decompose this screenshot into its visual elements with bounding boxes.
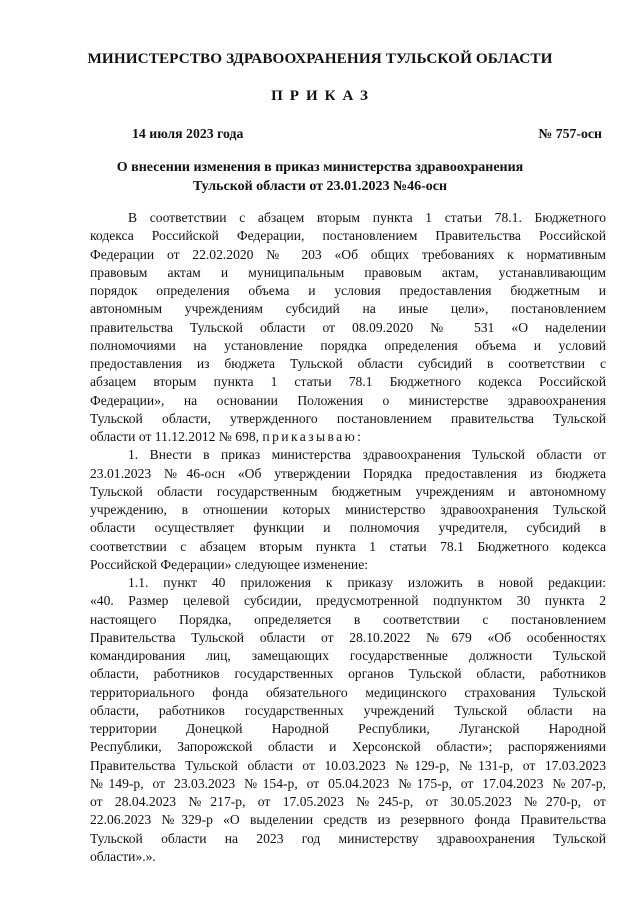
item11-line: от 28.04.2023 №217-р, от 17.05.2023 №245-р, от 30.05.2023 №270-р, от [90,794,606,809]
item11-line: №149-р, от 23.03.2023 №154-р, от 05.04.2023 №175-р, от 17.04.2023 №207-р, [90,775,606,791]
item11-line: территории Донецкой Народной Республики, Луганской Народной [90,721,606,736]
preamble-line: Тульской области, утвержденного постановлением правительства Тульской [90,410,606,426]
preamble-line: порядок определения объема и условия предоставления бюджетным и [90,283,606,298]
item1-line: учреждению, в отношении которых министерство здравоохранения Тульской [90,502,606,517]
item11-line: Правительства Тульской области от 28.10.2022 №679 «Об особенностях [90,629,606,645]
preamble-line: кодекса Российской Федерации, постановлением Правительства Российской [90,228,606,244]
item11-line: 22.06.2023 №329-р «О выделении средств из резервного фонда Правительства [90,812,606,828]
item11-line: Правительства Тульской области от 10.03.2023 №129-р, №131-р, от 17.03.2023 [90,757,606,773]
item11-line: настоящего Порядка, определяется в соответствии с постановлением [90,611,606,627]
item11-line: 1.1. пункт 40 приложения к приказу изложить в новой редакции: [128,575,606,590]
item11-line: «40. Размер целевой субсидии, предусмотренной подпунктом 30 пункта 2 [90,593,606,609]
item11-line: Тульской области на 2023 год министерству здравоохранения Тульской [90,830,606,846]
item1-line: Тульской области государственным бюджетным учреждениям и автономному [90,483,606,499]
preamble-line: автономным учреждениям субсидий на иные цели», постановлением [90,301,606,317]
order-word-suffix: : [357,429,361,444]
item11-line: области, работников государственных органов Тульской области, работников [90,666,606,682]
item1-line: соответствии с абзацем вторым пункта 1 статьи 78.1 Бюджетного кодекса [90,538,606,554]
item11-line: области».». [90,848,156,864]
preamble-line: правительства Тульской области от 08.09.2020 № 531 «О наделении [90,319,606,335]
ministry-name: МИНИСТЕРСТВО ЗДРАВООХРАНЕНИЯ ТУЛЬСКОЙ ОБЛАСТИ [87,50,553,67]
preamble-line: Федерации», на основании Положения о министерстве здравоохранения [90,392,606,408]
order-subject [0,158,640,196]
preamble-line: полномочиями на установление порядка определения объема и условий [90,337,606,353]
item11-line: области, работников государственных учреждений Тульской области на [90,702,606,718]
order-number: № 757-осн [538,126,602,141]
preamble-final-prefix: области от 11.12.2012 № 698, [90,429,263,444]
item1-line: 1. Внести в приказ министерства здравоохранения Тульской области от [128,447,606,463]
subject-line-1: О внесении изменения в приказ министерства здравоохранения [116,160,524,175]
item1-line: 23.01.2023 №46-осн «Об утверждении Порядка предоставления из бюджета [90,465,606,481]
preamble-line: В соответствии с абзацем вторым пункта 1 статьи 78.1. Бюджетного [128,210,606,225]
order-word: приказываю [262,429,358,444]
subject-line-2: Тульской области от 23.01.2023 №46-осн [192,179,448,194]
item1-line: Российской Федерации» следующее изменение: [90,556,369,572]
document-type: ПРИКАЗ [271,88,375,104]
item1-line: области осуществляет функции и полномочия учредителя, субсидий в [90,520,606,536]
preamble-line: правовым актам и муниципальным правовым актам, устанавливающим [90,264,606,280]
preamble-line: абзацем вторым пункта 1 статьи 78.1 Бюджетного кодекса Российской [90,374,606,390]
order-body [90,209,606,866]
order-date: 14 июля 2023 года [132,126,244,141]
item11-line: командирования лиц, замещающих государственные должности Тульской [90,648,606,663]
preamble-line: Федерации от 22.02.2020 № 203 «Об общих требованиях к нормативным [90,246,606,262]
item11-line: территориального фонда обязательного медицинского страхования Тульской [90,684,606,700]
preamble-line: предоставления из бюджета Тульской области субсидий в соответствии с [90,356,606,371]
preamble-final-line [90,428,606,446]
item11-line: Республики, Запорожской области и Херсонской области»; распоряжениями [90,739,606,755]
